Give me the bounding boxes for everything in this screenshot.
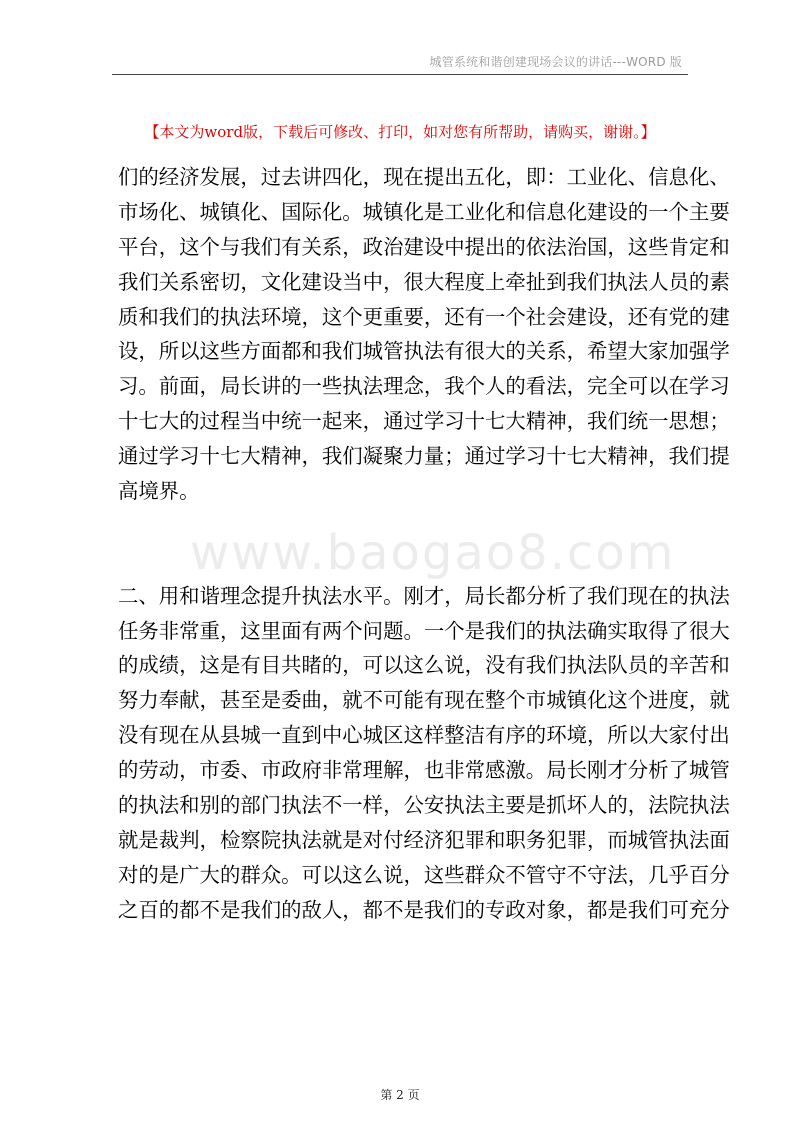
paragraph-2 <box>118 579 730 928</box>
paragraph-1 <box>118 160 730 509</box>
text-line: 的劳动，市委、市政府非常理解，也非常感激。局长刚才分析了城管 <box>118 758 730 783</box>
text-line: 习。前面，局长讲的一些执法理念，我个人的看法，完全可以在学习 <box>118 374 730 399</box>
text-line: 高境界。 <box>118 479 200 504</box>
watermark-text: www.baogao8.com <box>190 525 676 581</box>
text-line: 努力奉献，甚至是委曲，就不可能有现在整个市城镇化这个进度，就 <box>118 688 730 713</box>
text-line: 二、用和谐理念提升执法水平。刚才，局长都分析了我们现在的执法 <box>118 583 730 608</box>
text-line: 我们关系密切，文化建设当中，很大程度上牵扯到我们执法人员的素 <box>118 269 730 294</box>
page-number: 第 2 页 <box>380 1088 420 1102</box>
document-header-title: 城管系统和谐创建现场会议的讲话---WORD 版 <box>429 55 682 69</box>
text-line: 设，所以这些方面都和我们城管执法有很大的关系，希望大家加强学 <box>118 339 730 364</box>
paragraph-spacer <box>118 509 693 579</box>
text-line: 对的是广大的群众。可以这么说，这些群众不管守不守法，几乎百分 <box>118 862 730 887</box>
purchase-notice: 【本文为word版，下载后可修改、打印，如对您有所帮助，请购买，谢谢。】 <box>144 123 656 141</box>
text-line: 的执法和别的部门执法不一样，公安执法主要是抓坏人的，法院执法 <box>118 793 730 818</box>
text-line: 没有现在从县城一直到中心城区这样整洁有序的环境，所以大家付出 <box>118 723 730 748</box>
text-line: 市场化、城镇化、国际化。城镇化是工业化和信息化建设的一个主要 <box>118 199 730 224</box>
text-line: 就是裁判，检察院执法就是对付经济犯罪和职务犯罪，而城管执法面 <box>118 827 730 852</box>
header-divider <box>112 74 688 75</box>
text-line: 十七大的过程当中统一起来，通过学习十七大精神，我们统一思想； <box>118 409 730 434</box>
document-body <box>118 160 730 928</box>
text-line: 们的经济发展，过去讲四化，现在提出五化，即：工业化、信息化、 <box>118 165 730 189</box>
text-line: 的成绩，这是有目共睹的，可以这么说，没有我们执法队员的辛苦和 <box>118 653 730 678</box>
text-line: 任务非常重，这里面有两个问题。一个是我们的执法确实取得了很大 <box>118 618 730 643</box>
text-line: 平台，这个与我们有关系，政治建设中提出的依法治国，这些肯定和 <box>118 234 730 259</box>
text-line: 质和我们的执法环境，这个更重要，还有一个社会建设，还有党的建 <box>118 304 730 329</box>
text-line: 之百的都不是我们的敌人，都不是我们的专政对象，都是我们可充分 <box>118 897 730 922</box>
text-line: 通过学习十七大精神，我们凝聚力量；通过学习十七大精神，我们提 <box>118 444 730 469</box>
